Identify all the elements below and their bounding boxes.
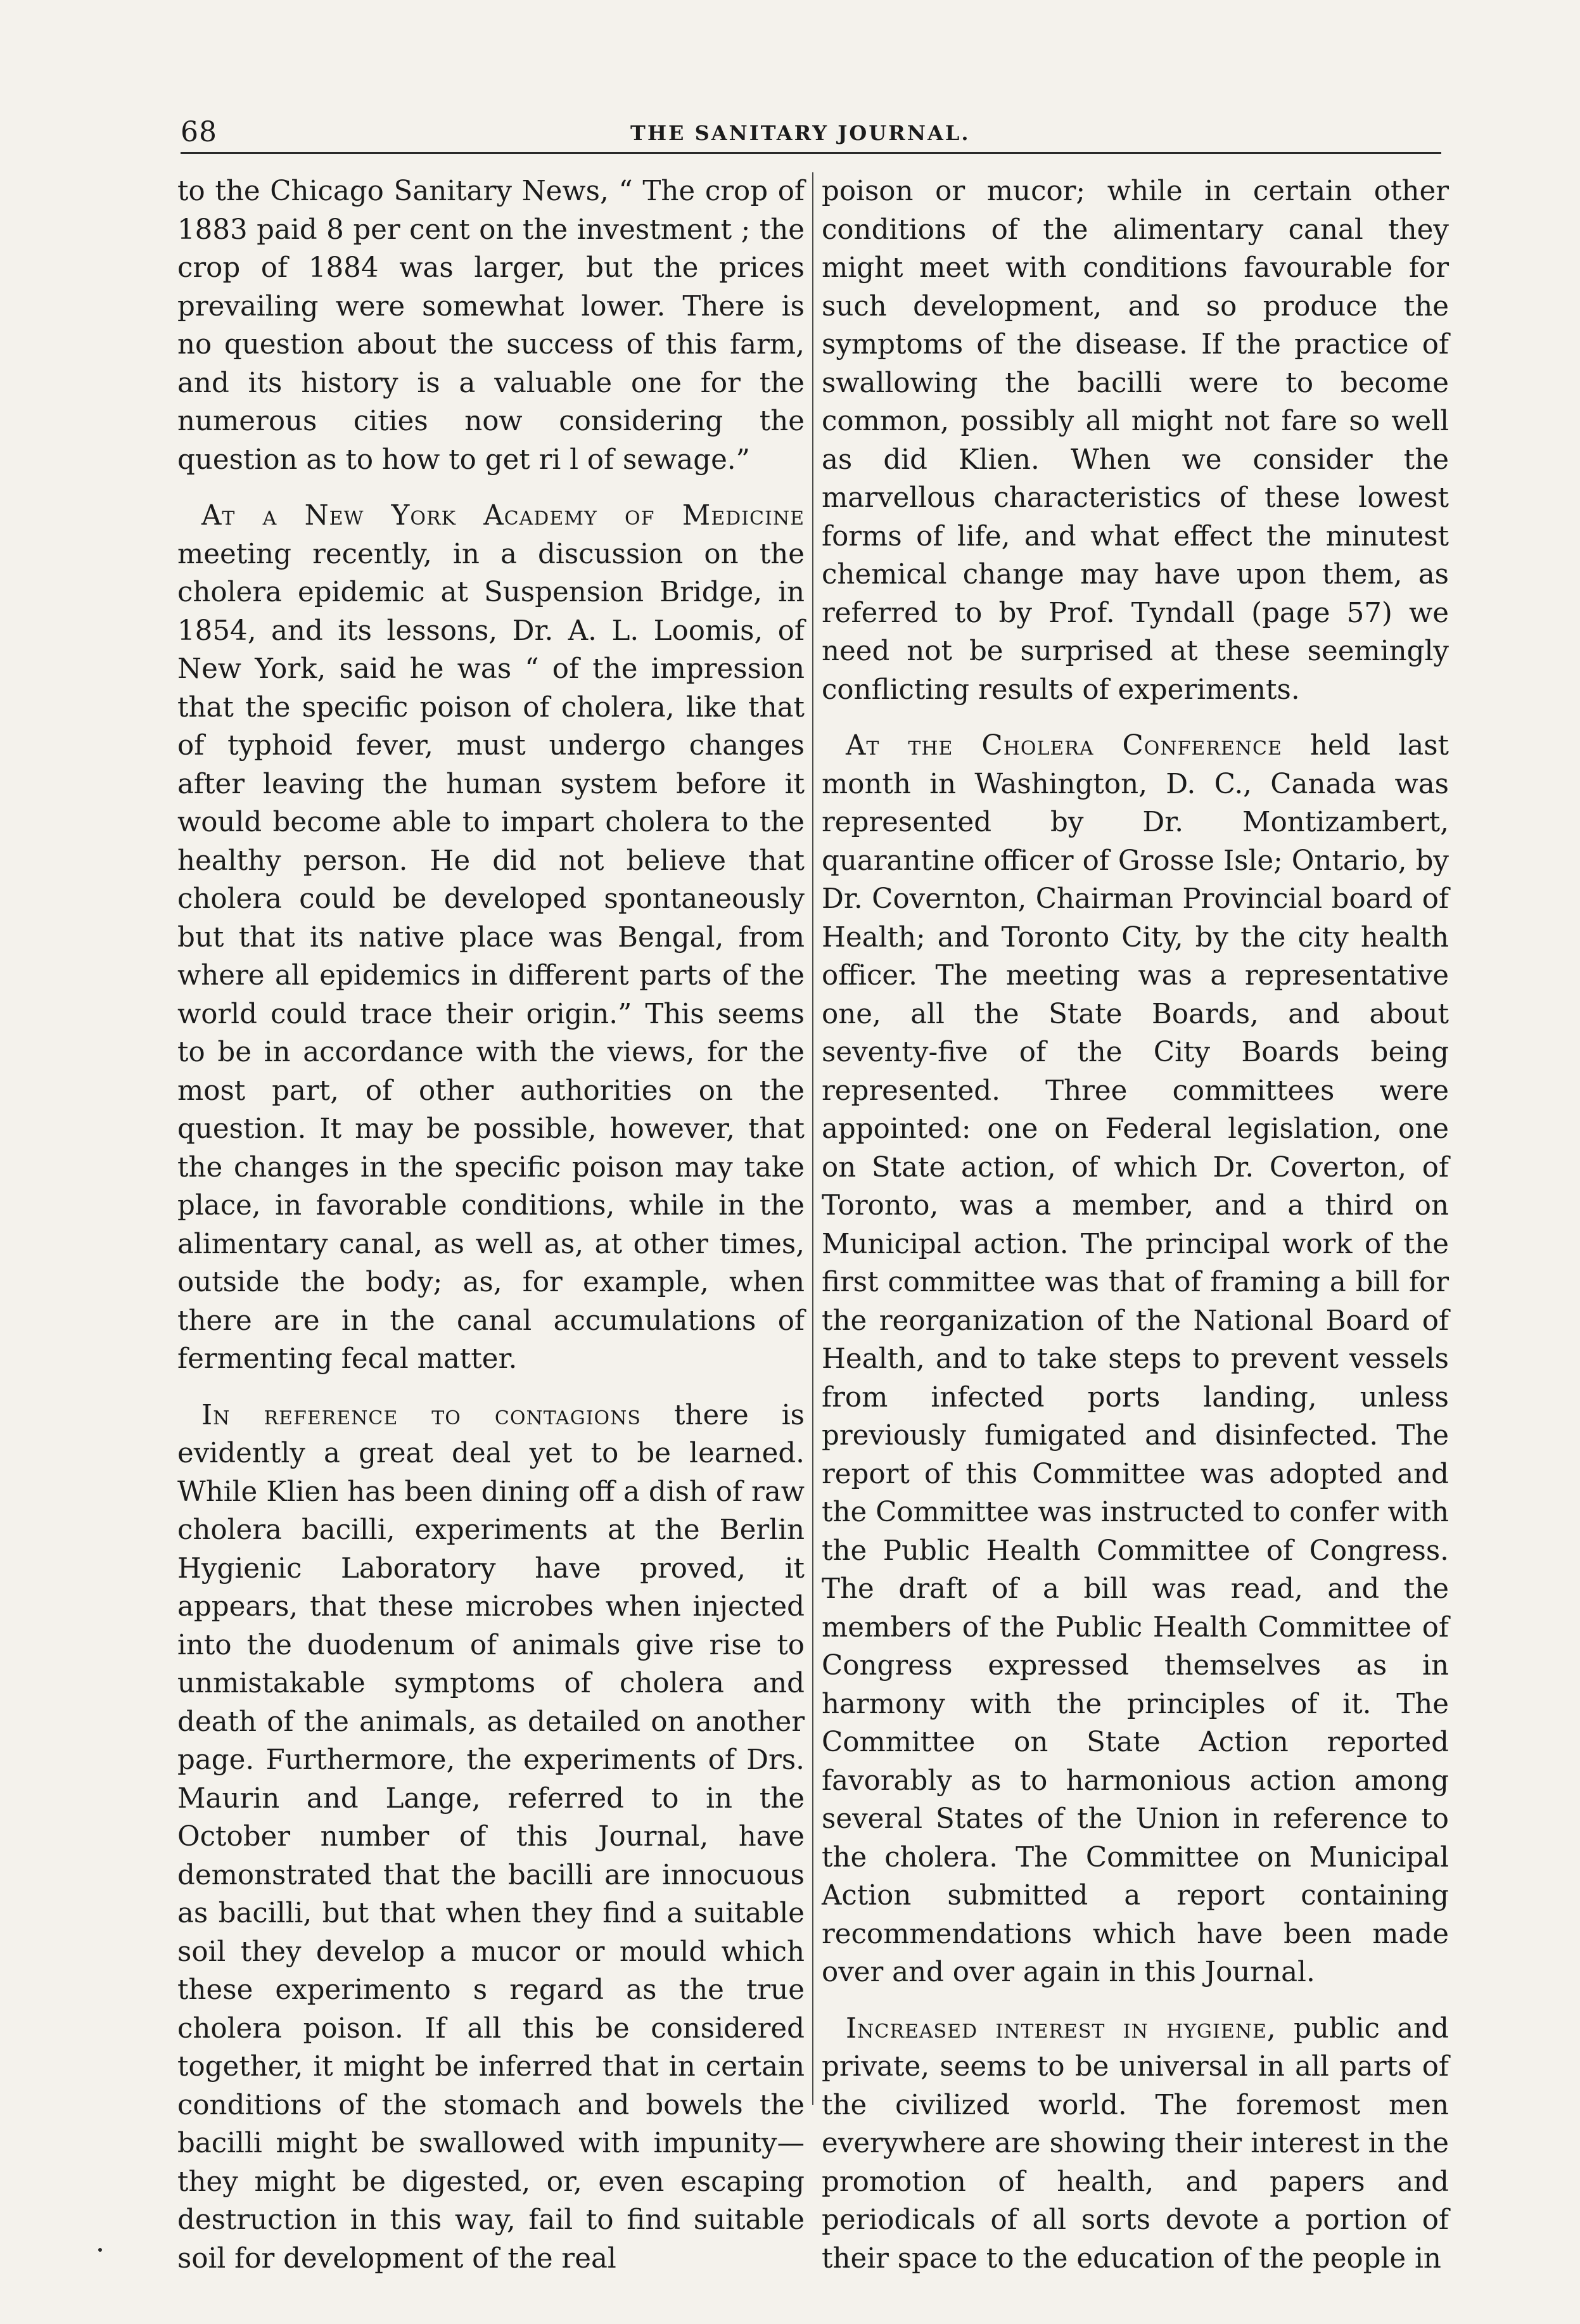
page-header (181, 111, 1441, 155)
paragraph-body: held last month in Washington, D. C., Canada was represented by Dr. Montizambert, quarantine officer of Grosse Isle; Ontario, by Dr. Covernton, Chairman Provincial board of Health; and Toronto City, by the city health officer. The meeting was a representative one, all the State Boards, and about seventy-five of the City Boards being represented. Three committees were appointed: one on Federal legislation, one on State action, of which Dr. Coverton, of Toronto, was a member, and a third on Municipal action. The principal work of the first committee was that of framing a bill for the reorganization of the National Board of Health, and to take steps to prevent vessels from infected ports landing, unless previously fumigated and disinfected. The report of this Committee was adopted and the Committee was instructed to confer with the Public Health Committee of Congress. The draft of a bill was read, and the members of the Public Health Committee of Congress expressed themselves as in harmony with the principles of it. The Committee on State Action reported favorably as to harmonious action among several States of the Union in reference to the cholera. The Committee on Municipal Action submitted a report containing recommendations which have been made over and over again in this Journal. (822, 730, 1449, 1988)
paragraph (822, 727, 1449, 1992)
print-speck (98, 2248, 102, 2252)
paragraph (177, 1396, 805, 2278)
paragraph-lead: Increased interest in hygiene, (846, 2012, 1277, 2045)
paragraph-body: there is evidently a great deal yet to be learned. While Klien has been dining off a dish of raw cholera bacilli, experiments at the Berlin Hygienic Laboratory have proved, it appears, that these microbes when injected into the duodenum of animals give rise to unmistakable symptoms of cholera and death of the animals, as detailed on another page. Furthermore, the experiments of Drs. Maurin and Lange, referred to in the October number of this Journal, have demonstrated that the bacilli are innocuous as bacilli, but that when they find a suitable soil they develop a mucor or mould which these experimento s regard as the true cholera poison. If all this be considered together, it might be inferred that in certain conditions of the stomach and bowels the bacilli might be swallowed with impunity—they might be digested, or, even escaping destruction in this way, fail to find suitable soil for development of the real (177, 1399, 805, 2275)
paragraph: poison or mucor; while in certain other conditions of the alimentary canal they might meet with conditions favourable for such development, and so produce the symptoms of the disease. If the practice of swallowing the bacilli were to become common, possibly all might not fare so well as did Klien. When we consider the marvellous characteristics of these lowest forms of life, and what effect the minutest chemical change may have upon them, as referred to by Prof. Tyndall (page 57) we need not be surprised at these seemingly conflicting results of experiments. (822, 176, 1449, 706)
column-divider (812, 172, 813, 2105)
paragraph-body: public and private, seems to be universal in all parts of the civilized world. The foremost men everywhere are showing their interest in the promotion of health, and papers and periodicals of all sorts devote a portion of their space to the education of the people in (822, 2012, 1449, 2275)
paragraph-lead: At the Cholera Conference (846, 730, 1282, 762)
paragraph: to the Chicago Sanitary News, “ The crop of 1883 paid 8 per cent on the investment ; the crop of 1884 was larger, but the prices prevailing were somewhat lower. There is no question about the success of this farm, and its history is a valuable one for the numerous cities now considering the question as to how to get ri l of sewage.” (177, 176, 805, 476)
paragraph (822, 2010, 1449, 2278)
left-column (177, 172, 805, 2278)
paragraph (177, 497, 805, 1379)
running-title: THE SANITARY JOURNAL. (630, 121, 971, 145)
paragraph-lead: At a New York Academy of Medicine (201, 500, 805, 532)
header-rule (181, 152, 1441, 154)
right-column (822, 172, 1449, 2278)
page-number: 68 (181, 116, 217, 148)
paragraph-body: meeting recently, in a discussion on the cholera epidemic at Suspension Bridge, in 1854, and its lessons, Dr. A. L. Loomis, of New York, said he was “ of the impression that the specific poison of cholera, like that of typhoid fever, must undergo changes after leaving the human system before it would become able to impart cholera to the healthy person. He did not believe that cholera could be developed spontaneously but that its native place was Bengal, from where all epidemics in different parts of the world could trace their origin.” This seems to be in accordance with the views, for the most part, of other authorities on the question. It may be possible, however, that the changes in the specific poison may take place, in favorable conditions, while in the alimentary canal, as well as, at other times, outside the body; as, for example, when there are in the canal accumulations of fermenting fecal matter. (177, 538, 805, 1375)
paragraph-lead: In reference to contagions (201, 1399, 641, 1431)
